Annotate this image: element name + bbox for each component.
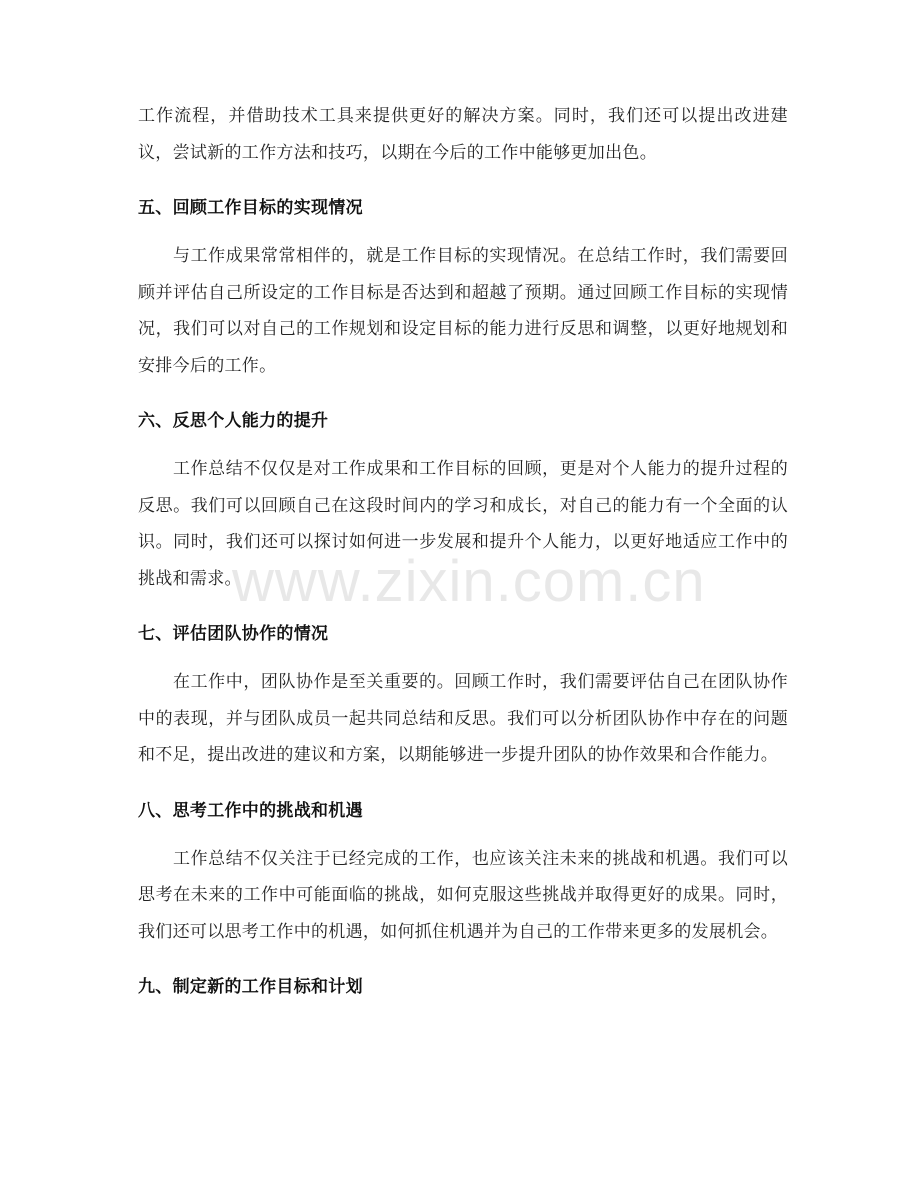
section-heading-8: 八、思考工作中的挑战和机遇: [138, 800, 363, 821]
document-body: [138, 98, 788, 999]
section-heading-6: 六、反思个人能力的提升: [138, 411, 329, 431]
watermark-text: www.zixin.com.cn: [232, 549, 706, 614]
section-heading-9: 九、制定新的工作目标和计划: [138, 977, 363, 997]
section-heading-7: 七、评估团队协作的情况: [138, 624, 329, 644]
section-body-7: 在工作中，团队协作是至关重要的。回顾工作时，我们需要评估自己在团队协作中的表现，并与团队成员一起共同总结和反思。我们可以分析团队协作中存在的问题和不足，提出改进的建议和方案，以期能够进一步提升团队的协作效果和合作能力。: [138, 672, 788, 765]
section-body-8: 工作总结不仅关注于已经完成的工作，也应该关注未来的挑战和机遇。我们可以思考在未来的工作中可能面临的挑战，如何克服这些挑战并取得更好的成果。同时，我们还可以思考工作中的机遇，如何抓住机遇并为自己的工作带来更多的发展机会。: [138, 848, 788, 942]
section-body-5: 与工作成果常常相伴的，就是工作目标的实现情况。在总结工作时，我们需要回顾并评估自己所设定的工作目标是否达到和超越了预期。通过回顾工作目标的实现情况，我们可以对自己的工作规划和设定目标的能力进行反思和调整，以更好地规划和安排今后的工作。: [138, 246, 788, 376]
intro-paragraph: 工作流程，并借助技术工具来提供更好的解决方案。同时，我们还可以提出改进建议，尝试新的工作方法和技巧，以期在今后的工作中能够更加出色。: [138, 106, 788, 163]
section-heading-5: 五、回顾工作目标的实现情况: [138, 198, 363, 218]
section-body-6: 工作总结不仅仅是对工作成果和工作目标的回顾，更是对个人能力的提升过程的反思。我们可以回顾自己在这段时间内的学习和成长，对自己的能力有一个全面的认识。同时，我们还可以探讨如何进一步发展和提升个人能力，以更好地适应工作中的挑战和需求。: [138, 459, 788, 589]
